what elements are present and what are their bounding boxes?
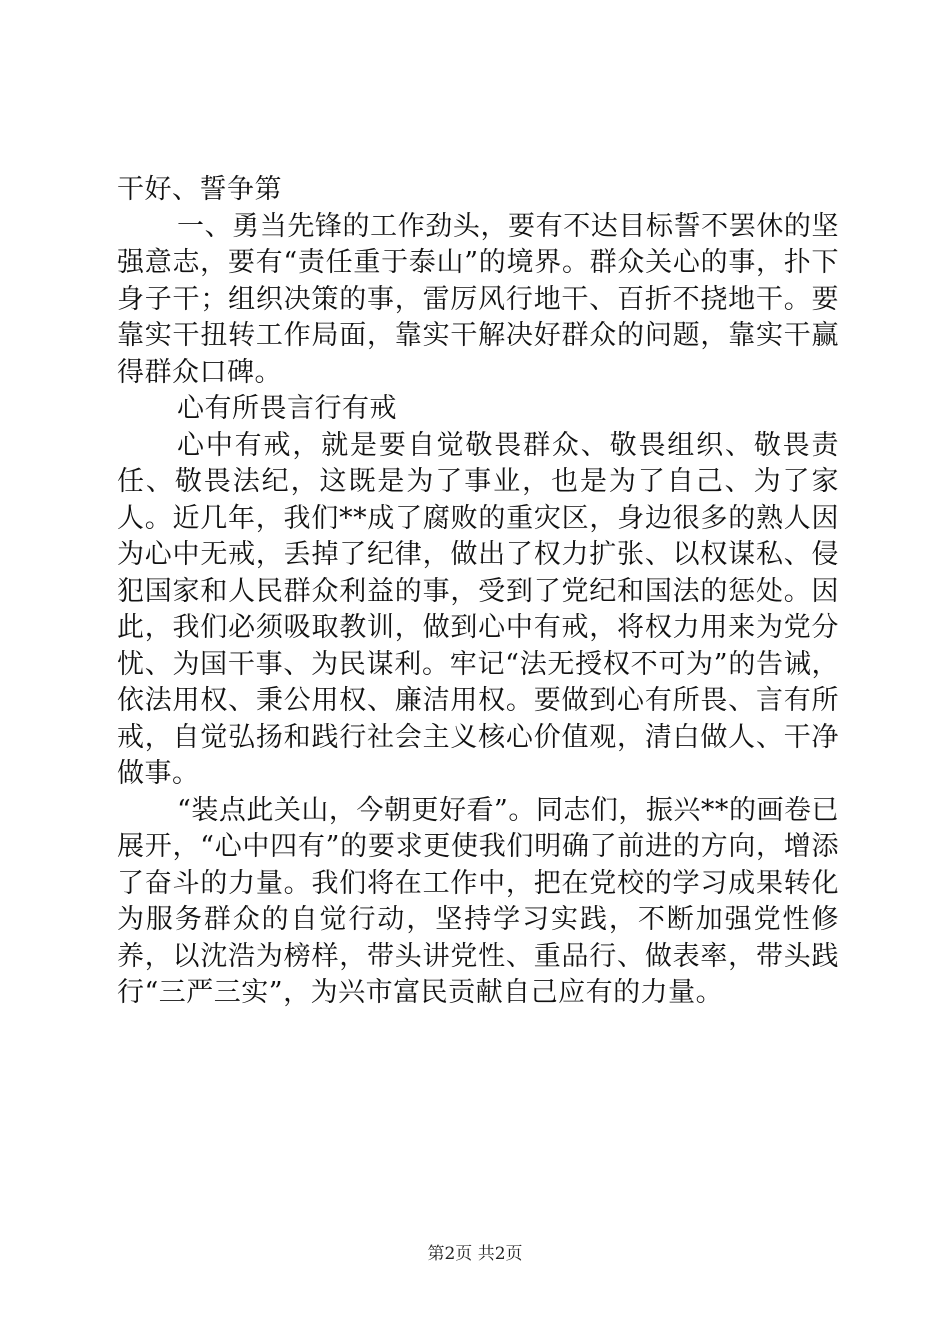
paragraph-conclusion: “装点此关山，今朝更好看”。同志们，振兴**的画卷已展开，“心中四有”的要求更使我们明确了前进的方向，增添了奋斗的力量。我们将在工作中，把在党校的学习成果转化为服务群众的自觉行动，坚持学习实践，不断加强党性修养，以沈浩为榜样，带头讲党性、重品行、做表率，带头践行“三严三实”，为兴市富民贡献自己应有的力量。 <box>117 794 839 1008</box>
paragraph-fragment: 干好、誓争第 <box>117 174 282 205</box>
page-footer: 第2页 共2页 <box>427 1244 523 1264</box>
section-heading: 心有所畏言行有戒 <box>177 393 397 424</box>
document-body <box>117 172 839 1012</box>
paragraph-work-attitude: 一、勇当先锋的工作劲头，要有不达目标誓不罢休的坚强意志，要有“责任重于泰山”的境界。群众关心的事，扑下身子干；组织决策的事，雷厉风行地干、百折不挠地干。要靠实干扭转工作局面，靠实干解决好群众的问题，靠实干赢得群众口碑。 <box>117 210 839 388</box>
paragraph-discipline: 心中有戒，就是要自觉敬畏群众、敬畏组织、敬畏责任、敬畏法纪，这既是为了事业，也是为了自己、为了家人。近几年，我们**成了腐败的重灾区，身边很多的熟人因为心中无戒，丢掉了纪律，做出了权力扩张、以权谋私、侵犯国家和人民群众利益的事，受到了党纪和国法的惩处。因此，我们必须吸取教训，做到心中有戒，将权力用来为党分忧、为国干事、为民谋利。牢记“法无授权不可为”的告诫，依法用权、秉公用权、廉洁用权。要做到心有所畏、言有所戒，自觉弘扬和践行社会主义核心价值观，清白做人、干净做事。 <box>117 429 839 789</box>
